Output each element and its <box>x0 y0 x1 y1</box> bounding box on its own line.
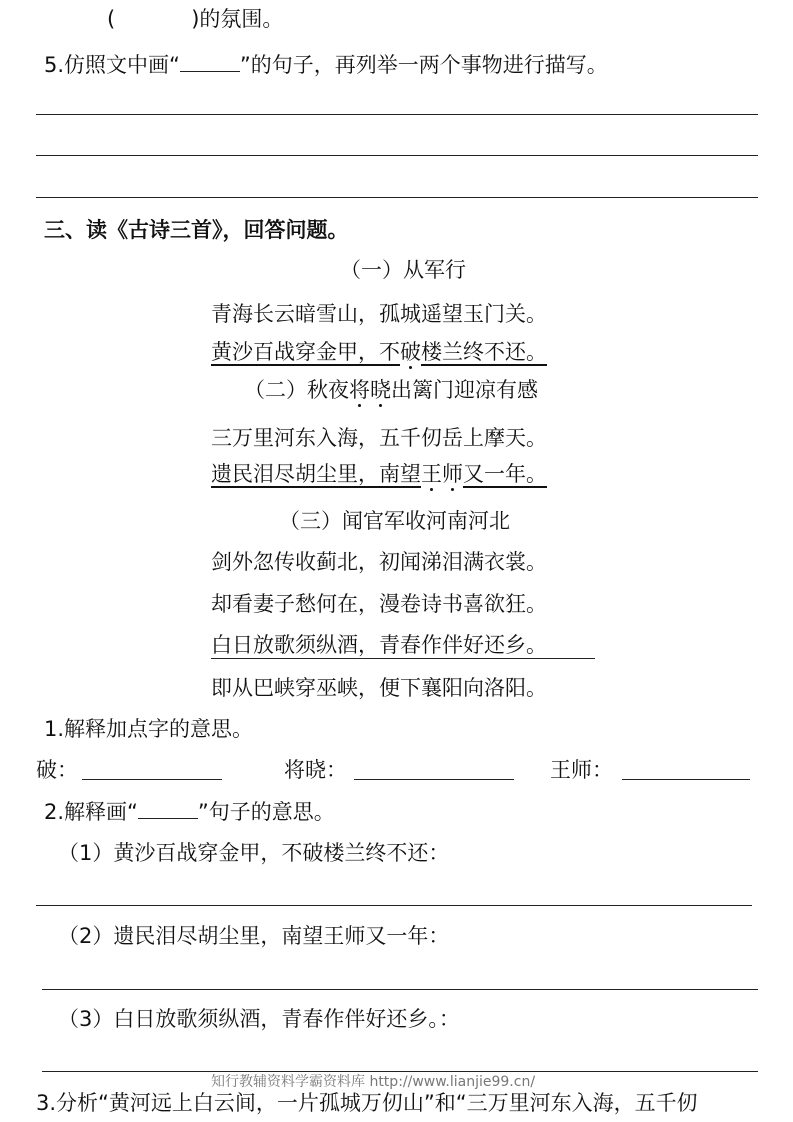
question-1-title: 1.解释加点字的意思。 <box>44 717 254 741</box>
poem-2-title-part-a: （二）秋夜 <box>244 378 349 402</box>
poem-3-line-2: 却看妻子愁何在，漫卷诗书喜欲狂。 <box>211 592 547 616</box>
answer-line[interactable] <box>36 155 758 156</box>
poem-3-line-4: 即从巴峡穿巫峡，便下襄阳向洛阳。 <box>211 676 547 700</box>
answer-line[interactable] <box>36 197 758 198</box>
blank-paren-line <box>107 6 283 32</box>
poem-2-line-2-part-b: 又一年。 <box>463 462 547 486</box>
blank-label-wangshi: 王师： <box>550 758 613 782</box>
question-5-suffix: ”的句子，再列举一两个事物进行描写。 <box>239 53 608 77</box>
question-2-prefix: 2.解释画“ <box>44 800 138 824</box>
answer-line[interactable] <box>36 905 752 906</box>
poem-2-line-2 <box>211 461 547 487</box>
poem-2-line-1: 三万里河东入海，五千仞岳上摩天。 <box>211 426 547 450</box>
underline-sample <box>180 71 240 72</box>
poem-1-line-1: 青海长云暗雪山，孤城遥望玉门关。 <box>211 302 547 326</box>
question-2-sub-2: （2）遗民泪尽胡尘里，南望王师又一年： <box>58 924 450 948</box>
blank-wangshi-field[interactable] <box>622 779 750 780</box>
section-title: 三、读《古诗三首》，回答问题。 <box>44 218 349 242</box>
question-2-sub-1: （1）黄沙百战穿金甲，不破楼兰终不还： <box>58 841 450 865</box>
blank-label-po: 破： <box>36 758 78 782</box>
question-5 <box>44 52 608 78</box>
dotted-char-shi: 师 <box>442 462 463 486</box>
paren-close-text: )的氛围。 <box>191 7 284 31</box>
poem-1-line-2 <box>211 339 547 365</box>
poem-2-title-part-b: 出篱门迎凉有感 <box>391 378 538 402</box>
dotted-char-jiang: 将 <box>349 378 370 402</box>
answer-line[interactable] <box>36 114 758 115</box>
poem-3-line-3: 白日放歌须纵酒，青春作伴好还乡。 <box>211 633 547 657</box>
dotted-char-po: 破 <box>400 340 421 364</box>
question-5-prefix: 5.仿照文中画“ <box>44 53 180 77</box>
poem-3-title: （三）闻官军收河南河北 <box>279 509 510 533</box>
poem-1-line-2-part-b: 楼兰终不还。 <box>421 340 547 364</box>
question-3-text: 3.分析“黄河远上白云间，一片孤城万仞山”和“三万里河东入海，五千仞 <box>36 1091 698 1115</box>
poem-2-title <box>244 377 538 403</box>
dotted-char-wang: 王 <box>421 462 442 486</box>
blank-label-jiangxiao: 将晓： <box>284 758 347 782</box>
blank-jiangxiao-field[interactable] <box>354 779 514 780</box>
underline-sample <box>138 818 198 819</box>
question-2-title <box>44 799 335 825</box>
answer-line[interactable] <box>42 989 758 990</box>
poem-3-line-1: 剑外忽传收蓟北，初闻涕泪满衣裳。 <box>211 550 547 574</box>
dotted-char-xiao: 晓 <box>370 378 391 402</box>
question-2-suffix: ”句子的意思。 <box>197 800 335 824</box>
footer-watermark: 知行教辅资料学霸资料库 http://www.lianjie99.cn/ <box>211 1074 536 1090</box>
poem-1-title: （一）从军行 <box>340 258 466 282</box>
question-2-sub-3: （3）白日放歌须纵酒，青春作伴好还乡。： <box>58 1007 460 1031</box>
paren-open: ( <box>107 7 116 31</box>
poem-1-line-2-part-a: 黄沙百战穿金甲，不 <box>211 340 400 364</box>
blank-po-field[interactable] <box>82 779 222 780</box>
poem-2-line-2-part-a: 遗民泪尽胡尘里，南望 <box>211 462 421 486</box>
poem-3-line-3-underline <box>211 658 595 659</box>
